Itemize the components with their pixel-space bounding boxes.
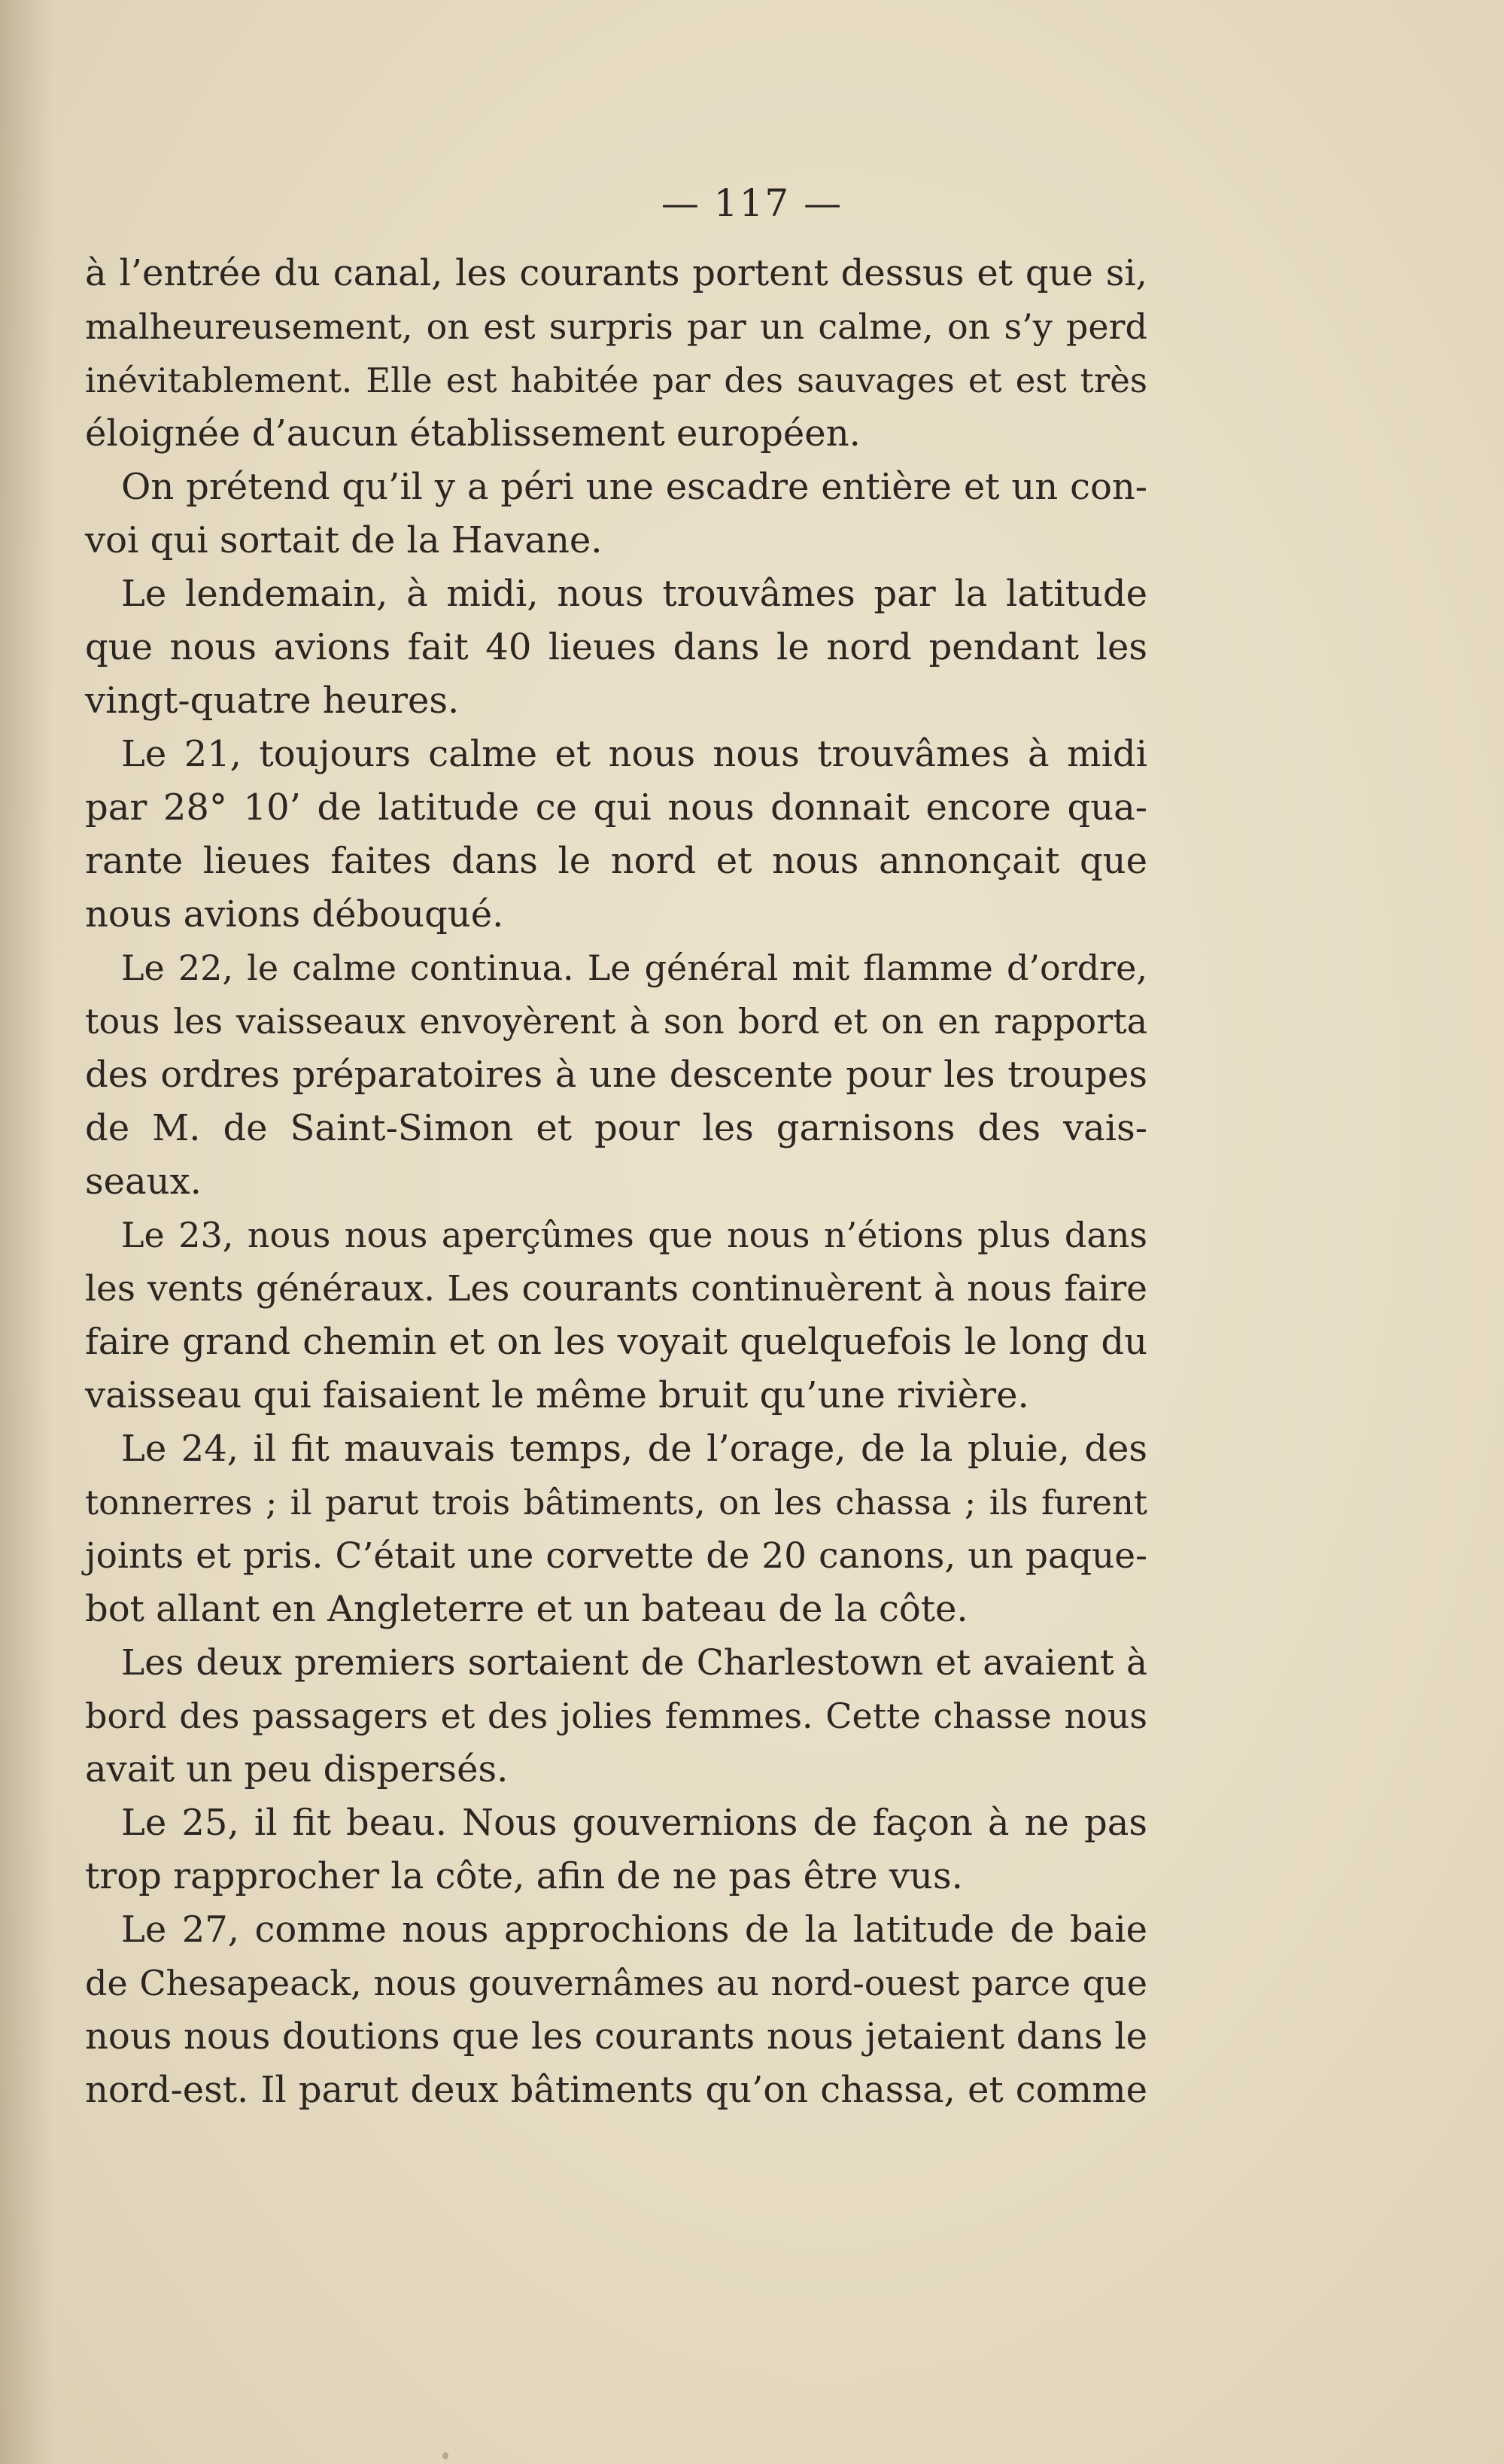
text-line: de M. de Saint-Simon et pour les garnisons des vais-	[85, 1107, 1147, 1149]
text-line: tonnerres ; il parut trois bâtiments, on les chassa ; ils furent	[85, 1483, 1147, 1523]
body-text	[85, 247, 1147, 2117]
text-line: faire grand chemin et on les voyait quelquefois le long du	[85, 1321, 1147, 1363]
text-line: trop rapprocher la côte, afin de ne pas être vus.	[85, 1855, 963, 1897]
text-line: seaux.	[85, 1161, 202, 1203]
text-line: Le 22, le calme continua. Le général mit flamme d’ordre,	[121, 948, 1147, 988]
text-line: Le 23, nous nous aperçûmes que nous n’étions plus dans	[121, 1215, 1147, 1255]
text-line: Le 27, comme nous approchions de la latitude de baie	[121, 1909, 1147, 1951]
text-line: nous avions débouqué.	[85, 893, 504, 935]
text-line: Le 25, il fit beau. Nous gouvernions de façon à ne pas	[121, 1802, 1147, 1844]
text-line: de Chesapeack, nous gouvernâmes au nord-ouest parce que	[85, 1963, 1147, 2003]
text-line: tous les vaisseaux envoyèrent à son bord et on en rapporta	[85, 1001, 1147, 1042]
text-line: rante lieues faites dans le nord et nous annonçait que	[85, 840, 1147, 882]
text-line: que nous avions fait 40 lieues dans le nord pendant les	[85, 626, 1147, 668]
text-line: Le lendemain, à midi, nous trouvâmes par la latitude	[121, 573, 1147, 615]
text-line: bot allant en Angleterre et un bateau de la côte.	[85, 1588, 968, 1630]
text-line: On prétend qu’il y a péri une escadre entière et un con-	[121, 466, 1147, 508]
text-line: éloignée d’aucun établissement européen.	[85, 412, 861, 455]
text-line: Le 21, toujours calme et nous nous trouvâmes à midi	[121, 733, 1147, 775]
text-line: inévitablement. Elle est habitée par des sauvages et est très	[85, 360, 1147, 400]
text-line: avait un peu dispersés.	[85, 1748, 509, 1790]
text-line: nord-est. Il parut deux bâtiments qu’on chassa, et comme	[85, 2069, 1147, 2111]
text-line: les vents généraux. Les courants continuèrent à nous faire	[85, 1268, 1147, 1310]
text-line: vaisseau qui faisaient le même bruit qu’une rivière.	[85, 1374, 1029, 1416]
text-line: à l’entrée du canal, les courants portent dessus et que si,	[85, 252, 1147, 294]
text-line: des ordres préparatoires à une descente pour les troupes	[85, 1054, 1147, 1096]
text-line: Le 24, il fit mauvais temps, de l’orage, de la pluie, des	[121, 1428, 1147, 1470]
text-line: voi qui sortait de la Havane.	[85, 519, 603, 561]
paper-speck	[442, 2452, 448, 2459]
text-line: vingt-quatre heures.	[85, 680, 460, 722]
text-line: Les deux premiers sortaient de Charlestown et avaient à	[121, 1642, 1147, 1684]
text-line: bord des passagers et des jolies femmes. Cette chasse nous	[85, 1696, 1147, 1736]
text-line: nous nous doutions que les courants nous jetaient dans le	[85, 2015, 1147, 2058]
text-line: joints et pris. C’était une corvette de 20 canons, un paque-	[85, 1535, 1147, 1577]
text-line: par 28° 10’ de latitude ce qui nous donnait encore qua-	[85, 786, 1147, 829]
page-number: — 117 —	[661, 181, 843, 225]
text-line: malheureusement, on est surpris par un calme, on s’y perd	[85, 306, 1147, 347]
